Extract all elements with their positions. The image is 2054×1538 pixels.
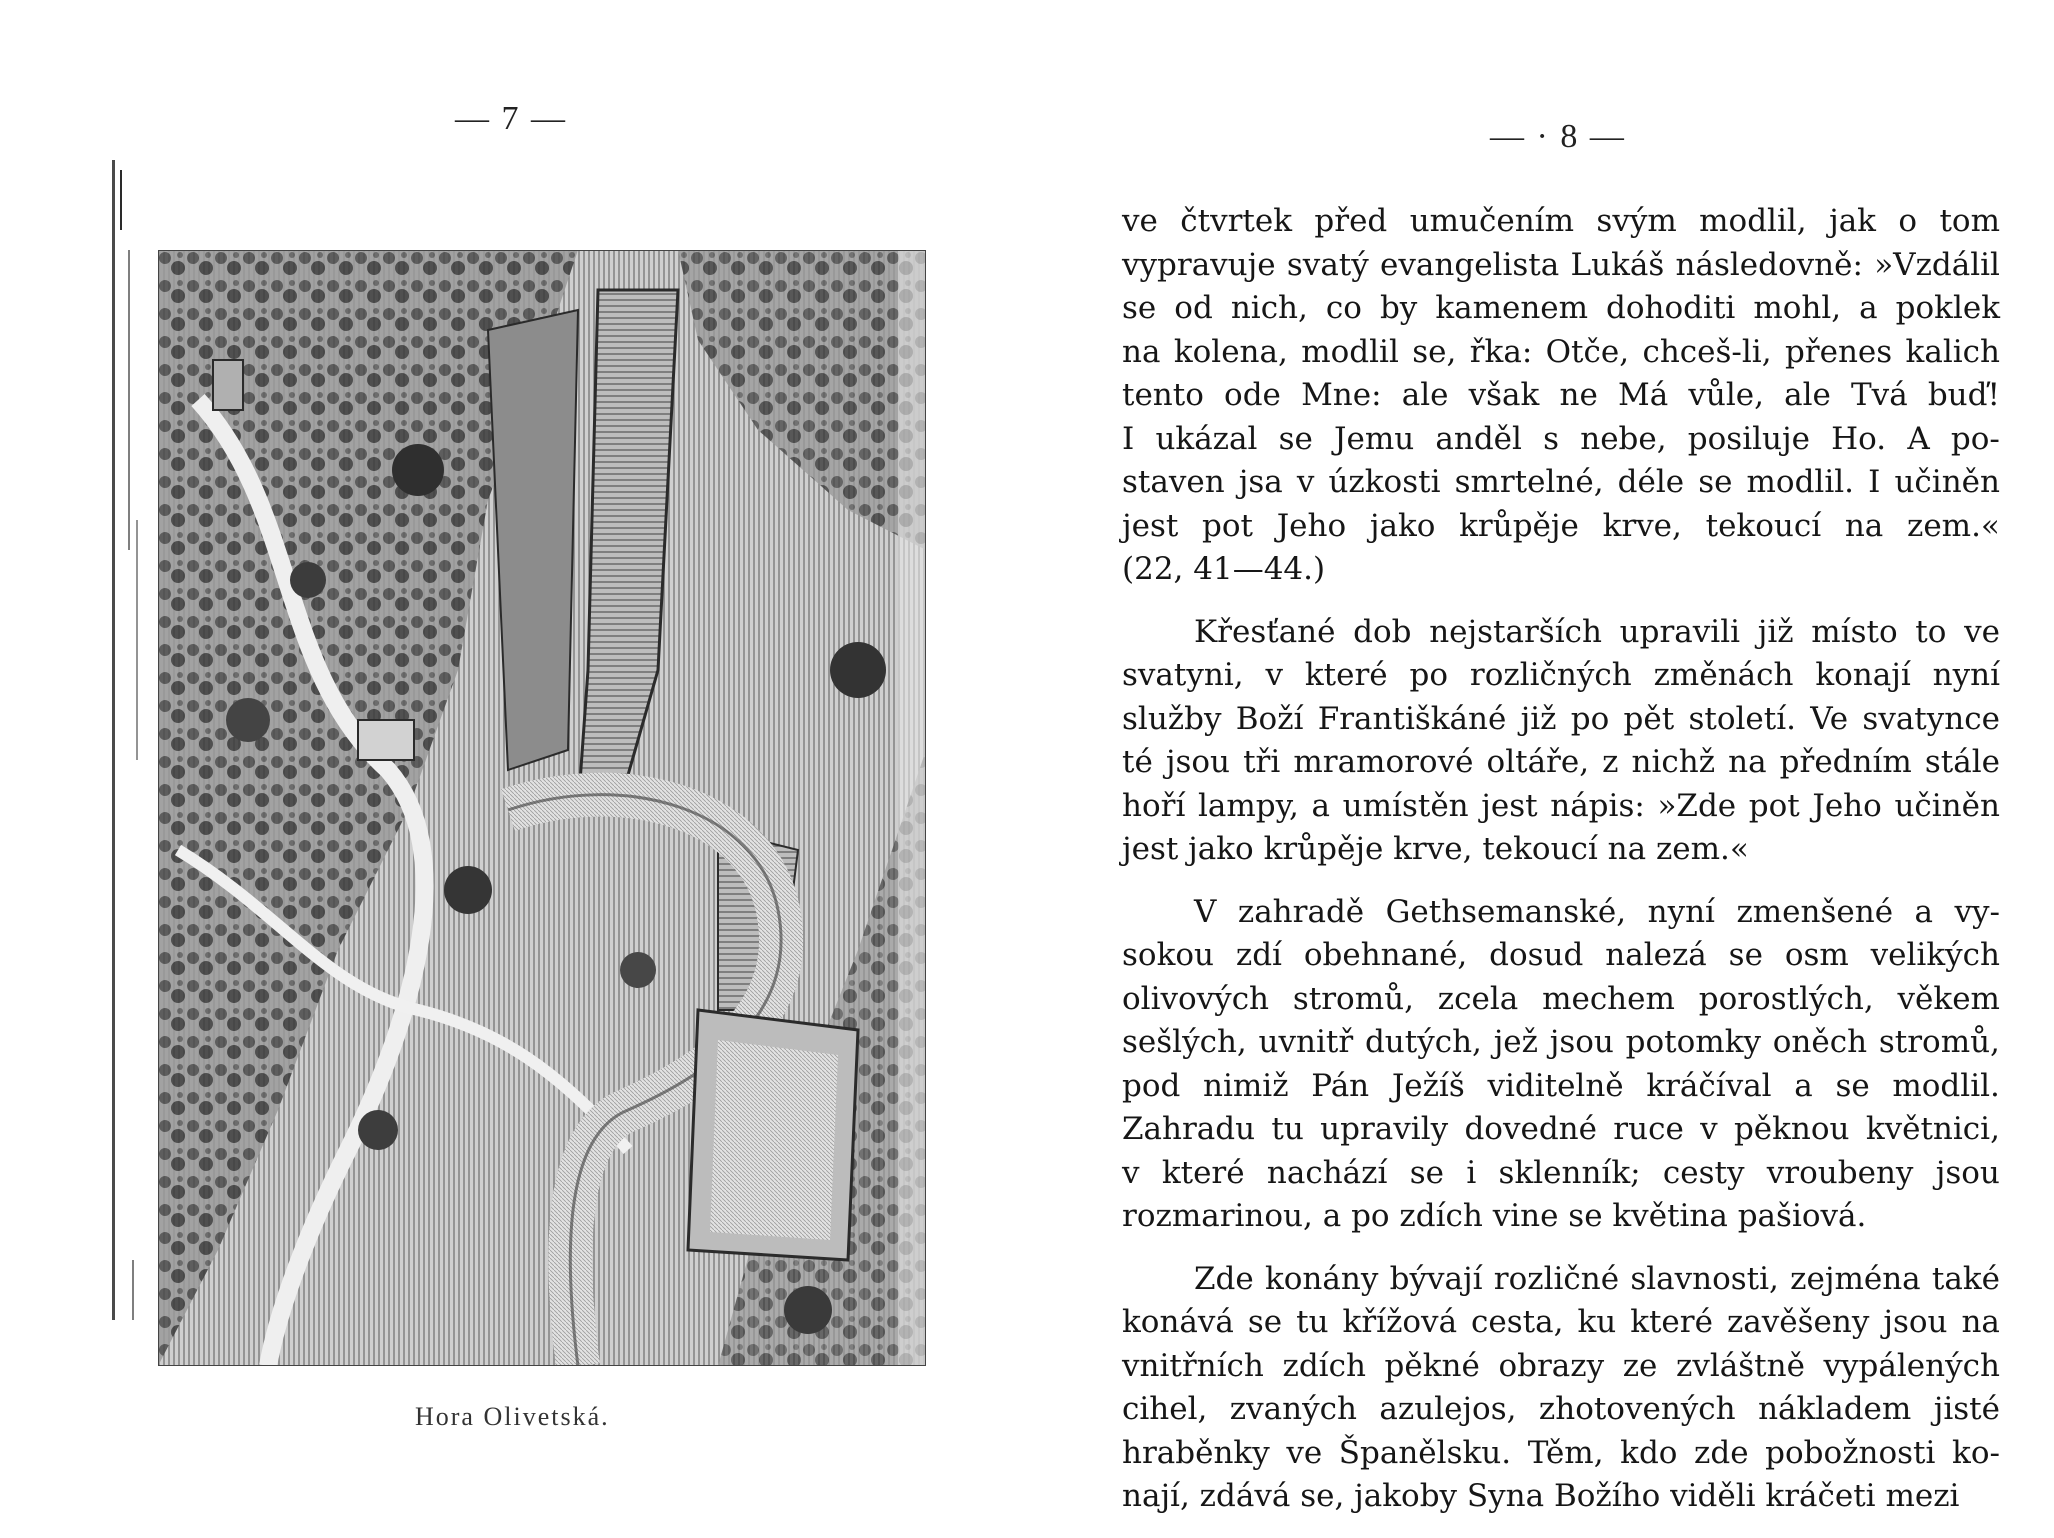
text-line: tento ode Mne: ale však ne Má vůle, ale Tvá buď!	[1122, 377, 2000, 413]
text-line: jest jako krůpěje krve, tekoucí na zem.«	[1122, 831, 1749, 867]
text-line: svatyni, v které po rozličných změnách konají nyní	[1122, 657, 2000, 693]
text-line: pod nimiž Pán Ježíš viditelně kráčíval a se modlil.	[1122, 1067, 2000, 1104]
left-page-number: — 7 —	[455, 100, 567, 137]
scan-edge-mark	[132, 1260, 134, 1320]
paragraph	[1122, 1258, 2000, 1519]
text-line: cihel, zvaných azulejos, zhotovených nákladem jisté	[1122, 1391, 2000, 1427]
text-line: sokou zdí obehnané, dosud nalezá se osm velikých	[1122, 937, 2000, 973]
text-line: sešlých, uvnitř dutých, jež jsou potomky oněch stromů,	[1122, 1024, 2000, 1060]
text-line: V zahradě Gethsemanské, nyní zmenšené a vy-	[1194, 893, 2000, 930]
text-line: rozmarinou, a po zdích vine se květina pašiová.	[1122, 1198, 1867, 1234]
text-line: Zde konány bývají rozličné slavnosti, zejména také	[1194, 1260, 2000, 1297]
text-line: ve čtvrtek před umučením svým modlil, jak o tom	[1122, 203, 2000, 239]
body-text-column	[1122, 200, 2000, 1538]
engraving-caption: Hora Olivetská.	[415, 1402, 610, 1431]
text-line: vnitřních zdích pěkné obrazy ze zvláštně vypálených	[1122, 1347, 2000, 1384]
text-line: Zahradu tu upravily dovedné ruce v pěknou květnici,	[1122, 1111, 2000, 1147]
text-line: služby Boží Františkáné již po pět století. Ve svatynce	[1122, 700, 2000, 737]
text-line: se od nich, co by kamenem dohoditi mohl, a poklek	[1122, 290, 2000, 326]
text-line: (22, 41—44.)	[1122, 551, 1326, 587]
text-line: nají, zdává se, jakoby Syna Božího viděli kráčeti mezi	[1122, 1478, 1960, 1514]
right-page-number: — · 8 —	[1490, 118, 1626, 155]
text-line: staven jsa v úzkosti smrtelné, déle se modlil. I učiněn	[1122, 464, 2000, 500]
text-line: hraběnky ve Španělsku. Těm, kdo zde pobožnosti ko-	[1122, 1434, 2000, 1471]
scan-edge-mark	[136, 520, 138, 760]
text-line: jest pot Jeho jako krůpěje krve, tekoucí na zem.«	[1122, 507, 2000, 544]
paragraph	[1122, 611, 2000, 872]
text-line: konává se tu křížová cesta, ku které zavěšeny jsou na	[1122, 1304, 2000, 1340]
text-line: vypravuje svatý evangelista Lukáš následovně: »Vzdálil	[1122, 246, 2000, 283]
text-line: olivových stromů, zcela mechem porostlých, věkem	[1122, 980, 2000, 1017]
text-line: I ukázal se Jemu anděl s nebe, posiluje Ho. A po-	[1122, 420, 2000, 457]
text-line: té jsou tři mramorové oltáře, z nichž na předním stále	[1122, 744, 2000, 780]
scan-edge-mark	[128, 250, 130, 550]
scan-edge-mark	[112, 160, 115, 1320]
scan-edge-mark	[120, 170, 122, 230]
text-line: Křesťané dob nejstarších upravili již místo to ve	[1194, 613, 2000, 650]
text-line: hoří lampy, a umístěn jest nápis: »Zde pot Jeho učiněn	[1122, 787, 2000, 824]
paragraph	[1122, 200, 2000, 592]
mount-of-olives-engraving	[158, 250, 926, 1366]
text-line: v které nachází se i sklenník; cesty vroubeny jsou	[1122, 1154, 2000, 1191]
paragraph	[1122, 891, 2000, 1239]
text-line: na kolena, modlil se, řka: Otče, chceš-li, přenes kalich	[1122, 333, 2000, 370]
